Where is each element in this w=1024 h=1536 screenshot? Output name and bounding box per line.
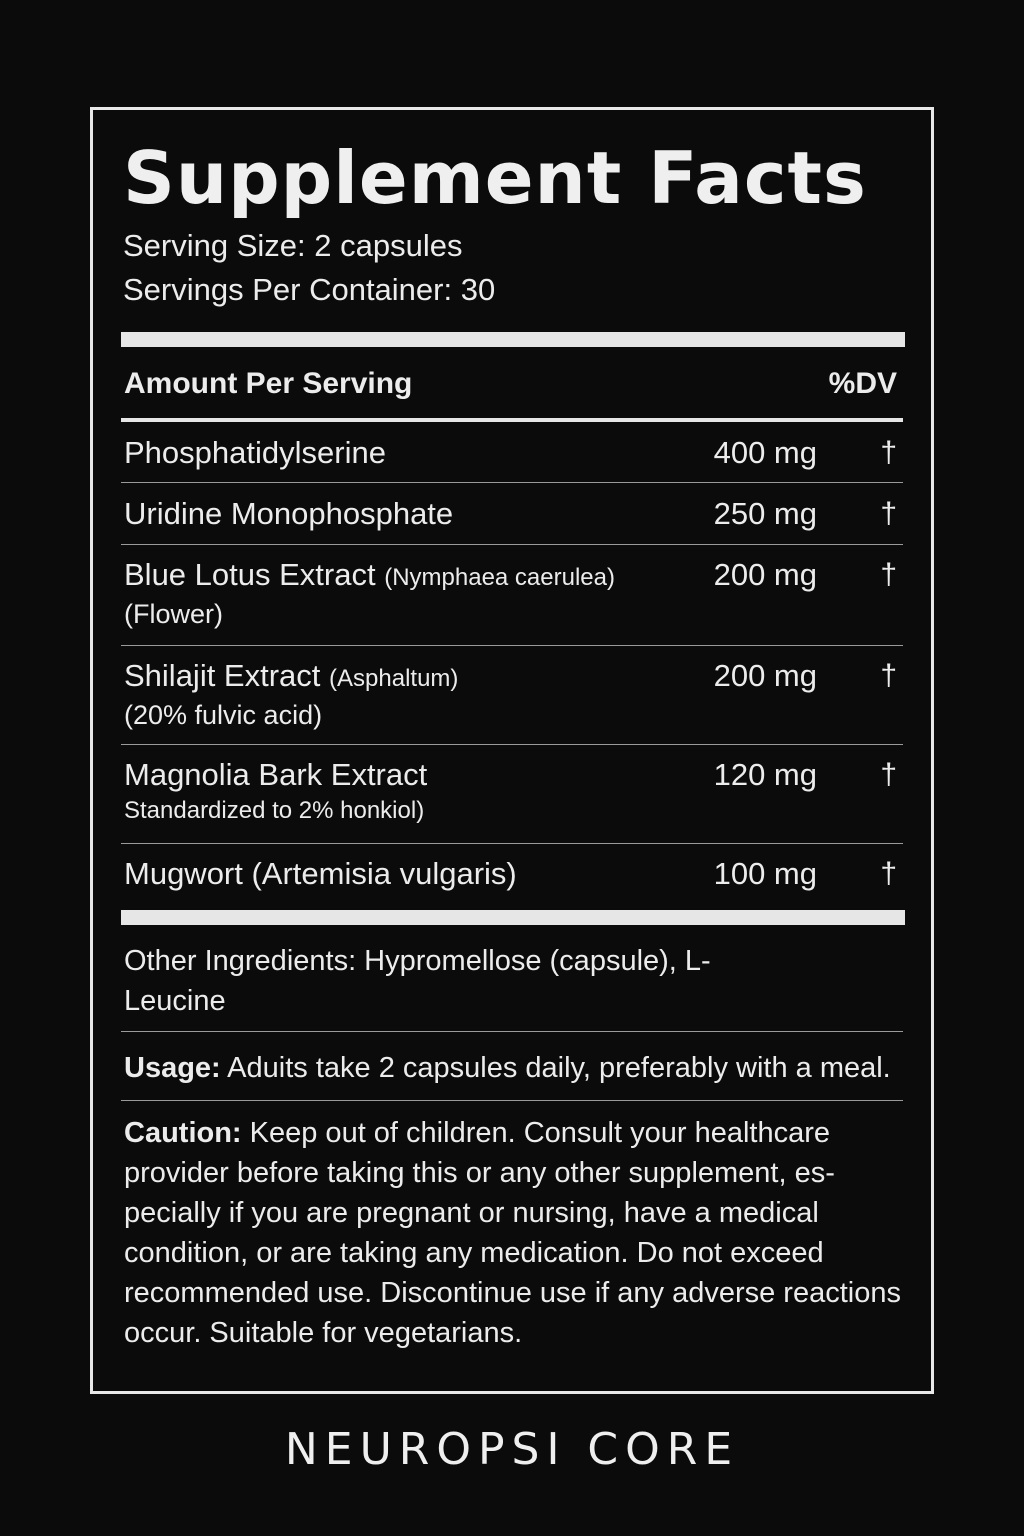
caution-text: Keep out of children. Consult your healthcare provider before taking this or any other supplement, es-pecially if you are pregnant or nursing, have a medical condition, or are taking any medication. Do not exceed recommended use. Discontinue use if any adverse reactions occur. Suitable for vegetarians. (124, 1117, 901, 1349)
dagger-mark: † (880, 497, 897, 530)
caution-label: Caution: (124, 1117, 242, 1149)
dv-label: %DV (828, 367, 897, 400)
usage-label: Usage: (124, 1052, 221, 1084)
ingredient-detail: Standardized to 2% honkiol) (124, 797, 425, 824)
ingredient-row (121, 422, 903, 482)
table-header (121, 354, 903, 414)
caution-section (121, 1101, 903, 1353)
supplement-facts-panel (90, 107, 934, 1394)
ingredient-row (121, 483, 903, 544)
ingredient-name: Mugwort (Artemisia vulgaris) (124, 856, 517, 891)
ingredient-row (121, 745, 903, 843)
ingredient-amount: 120 mg (713, 757, 817, 792)
ingredient-scientific-name: (Asphaltum) (329, 665, 459, 692)
serving-size: Serving Size: 2 capsules (123, 228, 463, 263)
other-ingredients: Other Ingredients: Hypromellose (capsule), L-Leucine (124, 945, 711, 1017)
dagger-mark: † (880, 758, 897, 791)
ingredient-detail: (20% fulvic acid) (124, 700, 323, 730)
panel-content (121, 130, 903, 1353)
ingredient-amount: 200 mg (713, 557, 817, 592)
serving-info (123, 224, 903, 312)
ingredient-detail: (Flower) (124, 599, 223, 629)
dagger-mark: † (880, 659, 897, 692)
dagger-mark: † (880, 558, 897, 591)
ingredient-name: Uridine Monophosphate (124, 496, 454, 531)
ingredient-name: Magnolia Bark Extract (124, 757, 428, 792)
dagger-mark: † (880, 436, 897, 469)
ingredient-name: Phosphatidylserine (124, 435, 386, 470)
amount-per-serving-label: Amount Per Serving (124, 367, 413, 400)
usage-section (121, 1032, 903, 1100)
ingredient-name: Shilajit Extract (124, 658, 321, 693)
panel-title: Supplement Facts (123, 136, 867, 220)
thick-divider-bottom (121, 910, 905, 925)
ingredient-name: Blue Lotus Extract (124, 557, 376, 592)
ingredient-row (121, 844, 903, 910)
dagger-mark: † (880, 857, 897, 890)
ingredient-amount: 100 mg (713, 856, 817, 891)
ingredient-amount: 400 mg (713, 435, 817, 470)
servings-per-container: Servings Per Container: 30 (123, 272, 496, 307)
brand-name: NEUROPSI CORE (284, 1424, 740, 1475)
usage-text: Aduits take 2 capsules daily, preferably with a meal. (220, 1052, 891, 1084)
ingredient-amount: 250 mg (713, 496, 817, 531)
ingredient-amount: 200 mg (713, 658, 817, 693)
ingredient-scientific-name: (Nymphaea caerulea) (384, 564, 615, 591)
ingredient-row (121, 646, 903, 744)
thick-divider-top (121, 332, 905, 347)
ingredient-row (121, 545, 903, 645)
